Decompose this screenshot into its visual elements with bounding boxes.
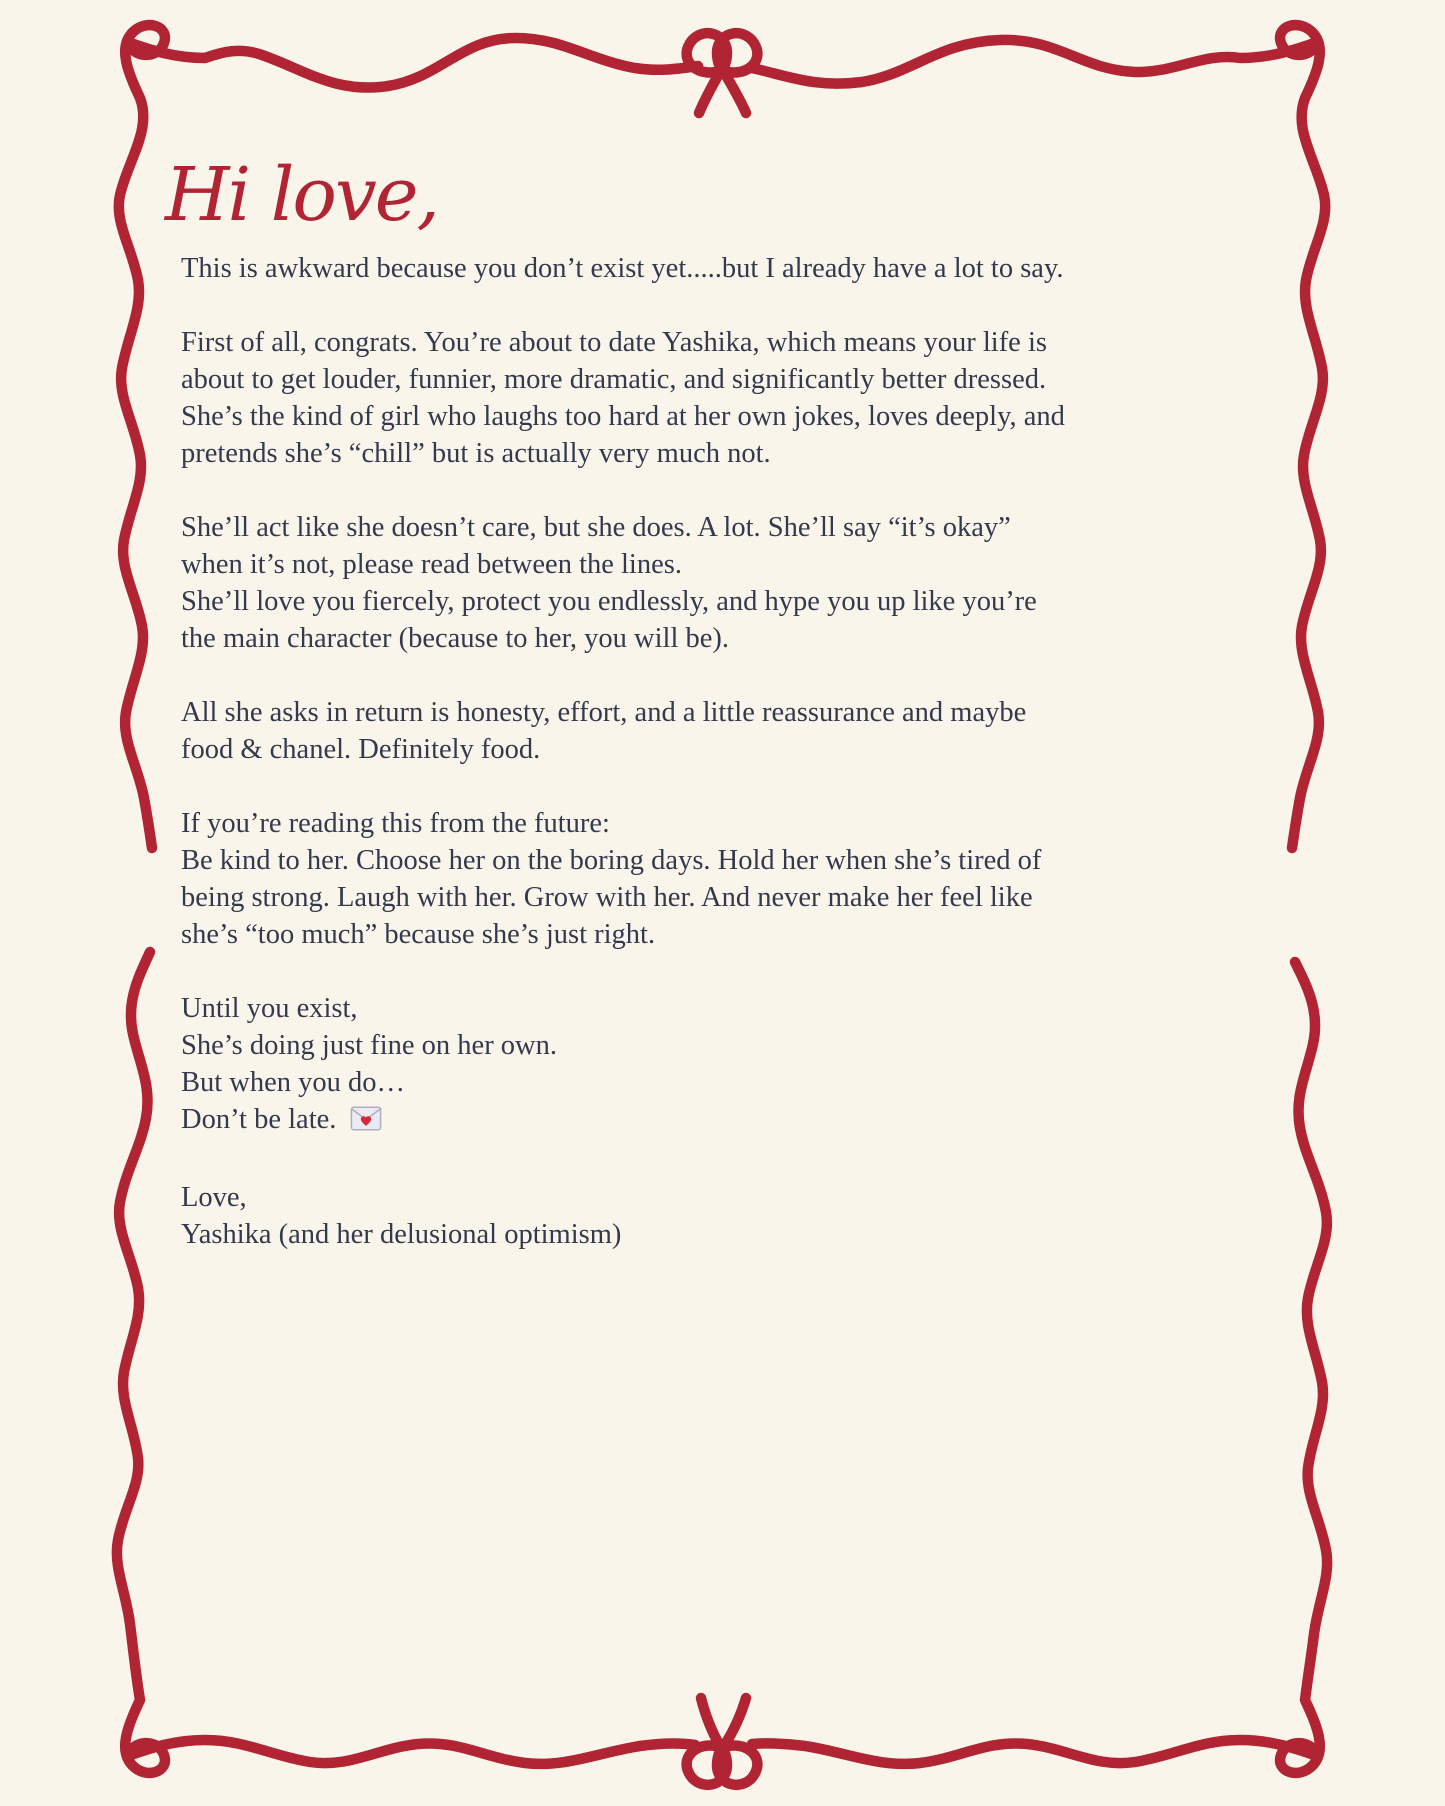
letter-signoff: Love, bbox=[181, 1182, 247, 1213]
letter-signature-block bbox=[181, 1179, 1076, 1253]
love-letter-icon bbox=[350, 1105, 382, 1142]
letter-greeting: Hi love, bbox=[165, 152, 439, 238]
letter-line-text: Don’t be late. bbox=[181, 1104, 337, 1135]
letter-line: First of all, congrats. You’re about to date Yashika, which means your life is about to get louder, funnier, more dramatic, and significantly better dressed. She’s the kind of girl who laughs too hard at her own jokes, loves deeply, and pretends she’s “chill” but is actually very much not. bbox=[181, 327, 1065, 469]
letter-line: She’ll love you fiercely, protect you endlessly, and hype you up like you’re the main character (because to her, you will be). bbox=[181, 586, 1037, 654]
letter-paragraph bbox=[181, 324, 1076, 472]
letter-line: But when you do… bbox=[181, 1067, 406, 1098]
letter-line: All she asks in return is honesty, effort, and a little reassurance and maybe food & chanel. Definitely food. bbox=[181, 697, 1027, 765]
letter-line bbox=[181, 1101, 1076, 1142]
letter-line: This is awkward because you don’t exist yet.....but I already have a lot to say. bbox=[181, 253, 1064, 284]
ribbon-bow-top-icon bbox=[687, 33, 758, 113]
letter-paragraph bbox=[181, 509, 1076, 657]
letter-line: If you’re reading this from the future: bbox=[181, 808, 610, 839]
letter-paragraph bbox=[181, 250, 1076, 287]
letter-line: Be kind to her. Choose her on the boring days. Hold her when she’s tired of being strong. Laugh with her. Grow with her. And never make her feel like she’s “too much” because she’s just right. bbox=[181, 845, 1042, 950]
letter-paragraph bbox=[181, 990, 1076, 1142]
letter-paragraph bbox=[181, 694, 1076, 768]
letter-paragraph bbox=[181, 805, 1076, 953]
letter-line: Until you exist, bbox=[181, 993, 358, 1024]
letter-signature: Yashika (and her delusional optimism) bbox=[181, 1219, 622, 1250]
letter-line: She’s doing just fine on her own. bbox=[181, 1030, 558, 1061]
letter-line: She’ll act like she doesn’t care, but she does. A lot. She’ll say “it’s okay” when it’s not, please read between the lines. bbox=[181, 512, 1011, 580]
letter-body bbox=[165, 152, 1076, 1253]
